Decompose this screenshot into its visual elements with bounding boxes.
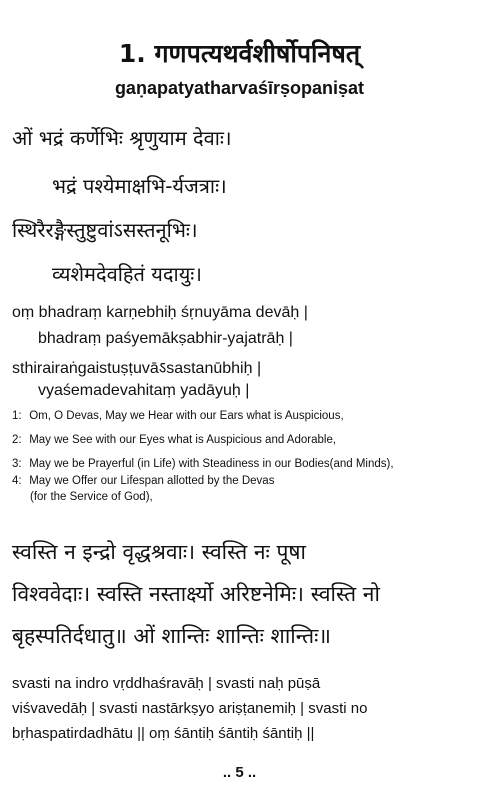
translation-text: May we See with our Eyes what is Auspicious and Adorable, (29, 434, 337, 446)
translation-line-3 (12, 458, 394, 470)
verse1-transliteration-line-1: oṃ bhadraṃ karṇebhiḥ śṛnuyāma devāḥ | (12, 304, 308, 321)
verse2-devanagari-line-2: विश्ववेदाः। स्वस्ति नस्तार्क्ष्यो अरिष्टनेमिः। स्वस्ति नो (12, 582, 380, 606)
translation-line-2 (12, 434, 336, 446)
verse1-transliteration-line-4: vyaśemadevahitaṃ yadāyuḥ | (38, 382, 250, 399)
verse2-transliteration-line-2: viśvavedāḥ | svasti nastārkṣyo ariṣṭanemiḥ | svasti no (12, 700, 368, 717)
translation-number: 1: (12, 410, 22, 422)
verse1-transliteration-line-3: sthirairaṅgaistuṣṭuvāऽsastanūbhiḥ | (12, 360, 262, 377)
translation-number: 3: (12, 458, 22, 470)
verse1-devanagari-line-4: व्यशेमदेवहितं यदायुः। (52, 262, 202, 286)
verse1-devanagari-line-1: ओं भद्रं कर्णेभिः श्रृणुयाम देवाः। (12, 126, 232, 150)
translation-line-4-continued: (for the Service of God), (30, 491, 153, 503)
page-subtitle: gaṇapatyatharvaśīrṣopaniṣat (114, 78, 365, 98)
translation-number: 4: (12, 475, 22, 487)
translation-text: Om, O Devas, May we Hear with our Ears what is Auspicious, (29, 410, 344, 422)
verse1-devanagari-line-3: स्थिरैरङ्गैस्तुष्टुवांऽसस्तनूभिः। (12, 218, 198, 242)
verse2-devanagari-line-1: स्वस्ति न इन्द्रो वृद्धश्रवाः। स्वस्ति नः पूषा (12, 540, 306, 564)
verse2-devanagari-line-3: बृहस्पतिर्दधातु॥ ओं शान्तिः शान्तिः शान्तिः॥ (12, 624, 331, 648)
page-title: 1. गणपत्यथर्वशीर्षोपनिषत् (118, 39, 361, 68)
verse2-transliteration-line-1: svasti na indro vṛddhaśravāḥ | svasti naḥ pūṣā (12, 675, 321, 692)
verse1-devanagari-line-2: भद्रं पश्येमाक्षभि-र्यजत्राः। (52, 174, 227, 198)
translation-line-1 (12, 410, 344, 422)
translation-text: May we be Prayerful (in Life) with Steadiness in our Bodies(and Minds), (29, 458, 394, 470)
verse1-transliteration-line-2: bhadraṃ paśyemākṣabhir-yajatrāḥ | (38, 330, 293, 347)
verse2-transliteration-line-3: bṛhaspatirdadhātu || oṃ śāntiḥ śāntiḥ śāntiḥ || (12, 725, 315, 742)
page-number: .. 5 .. (222, 764, 257, 781)
translation-line-4 (12, 475, 274, 487)
translation-number: 2: (12, 434, 22, 446)
translation-text: May we Offer our Lifespan allotted by the Devas (29, 475, 275, 487)
